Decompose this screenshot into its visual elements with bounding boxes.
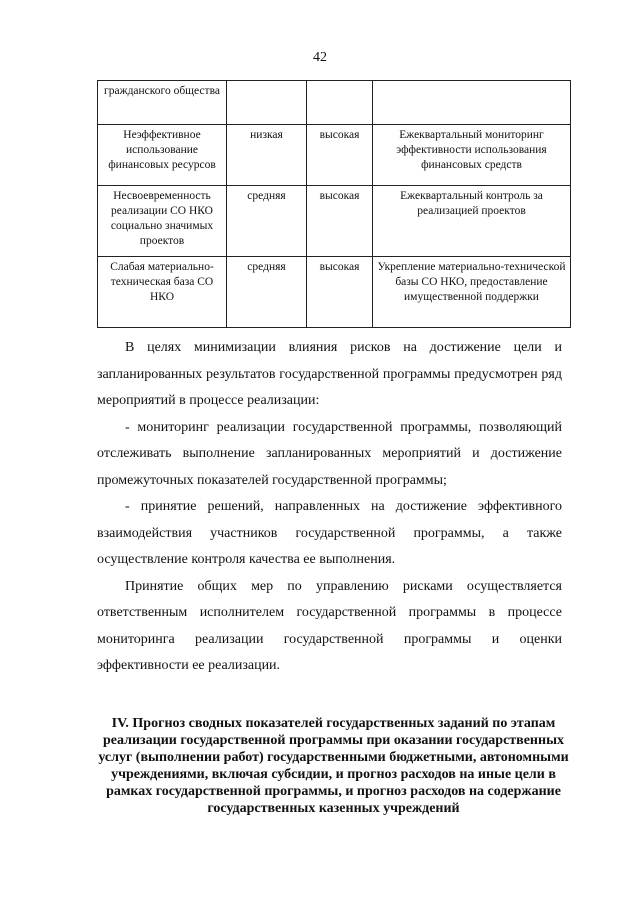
impact-cell — [307, 81, 373, 125]
probability-cell: средняя — [227, 186, 307, 257]
paragraph-intro: В целях минимизации влияния рисков на достижение цели и запланированных результатов государственной программы предусмотрен ряд мероприятий в процессе реализации: — [97, 340, 562, 408]
table-row — [98, 257, 571, 328]
measure-cell: Ежеквартальный мониторинг эффективности использования финансовых средств — [373, 125, 571, 186]
table-row — [98, 125, 571, 186]
risk-cell: Несвоевременность реализации СО НКО социально значимых проектов — [98, 186, 227, 257]
paragraph-general-measures: Принятие общих мер по управлению рисками осуществляется ответственным исполнителем государственной программы в процессе мониторинга реализации государственной программы и оценки эффективности ее реализации. — [97, 578, 562, 673]
table-row — [98, 186, 571, 257]
table-row — [98, 81, 571, 125]
paragraph-item-monitoring: - мониторинг реализации государственной программы, позволяющий отслеживать выполнение запланированных мероприятий и достижение промежуточных показателей государственной программы; — [97, 419, 562, 488]
measure-cell: Ежеквартальный контроль за реализацией проектов — [373, 186, 571, 257]
risk-table — [97, 80, 571, 328]
measure-cell: Укрепление материально-технической базы СО НКО, предоставление имущественной поддержки — [373, 257, 571, 328]
measure-cell — [373, 81, 571, 125]
body-text — [97, 335, 562, 680]
paragraph-item-decisions: - принятие решений, направленных на достижение эффективного взаимодействия участников государственной программы, а также осуществление контроля качества ее выполнения. — [97, 499, 562, 567]
impact-cell: высокая — [307, 186, 373, 257]
section-heading: IV. Прогноз сводных показателей государственных заданий по этапам реализации государственной программы при оказании государственных услуг (выполнении работ) государственными бюджетными, автономными учреждениями, включая субсидии, и прогноз расходов на иные цели в рамках государственной программы, и прогноз расходов на содержание государственных казенных учреждений — [98, 716, 569, 816]
probability-cell: средняя — [227, 257, 307, 328]
risk-cell: Слабая материально-техническая база СО НКО — [98, 257, 227, 328]
page-number: 42 — [313, 50, 327, 65]
impact-cell: высокая — [307, 257, 373, 328]
probability-cell: низкая — [227, 125, 307, 186]
impact-cell: высокая — [307, 125, 373, 186]
probability-cell — [227, 81, 307, 125]
risk-cell: гражданского общества — [98, 81, 227, 125]
risk-cell: Неэффективное использование финансовых ресурсов — [98, 125, 227, 186]
